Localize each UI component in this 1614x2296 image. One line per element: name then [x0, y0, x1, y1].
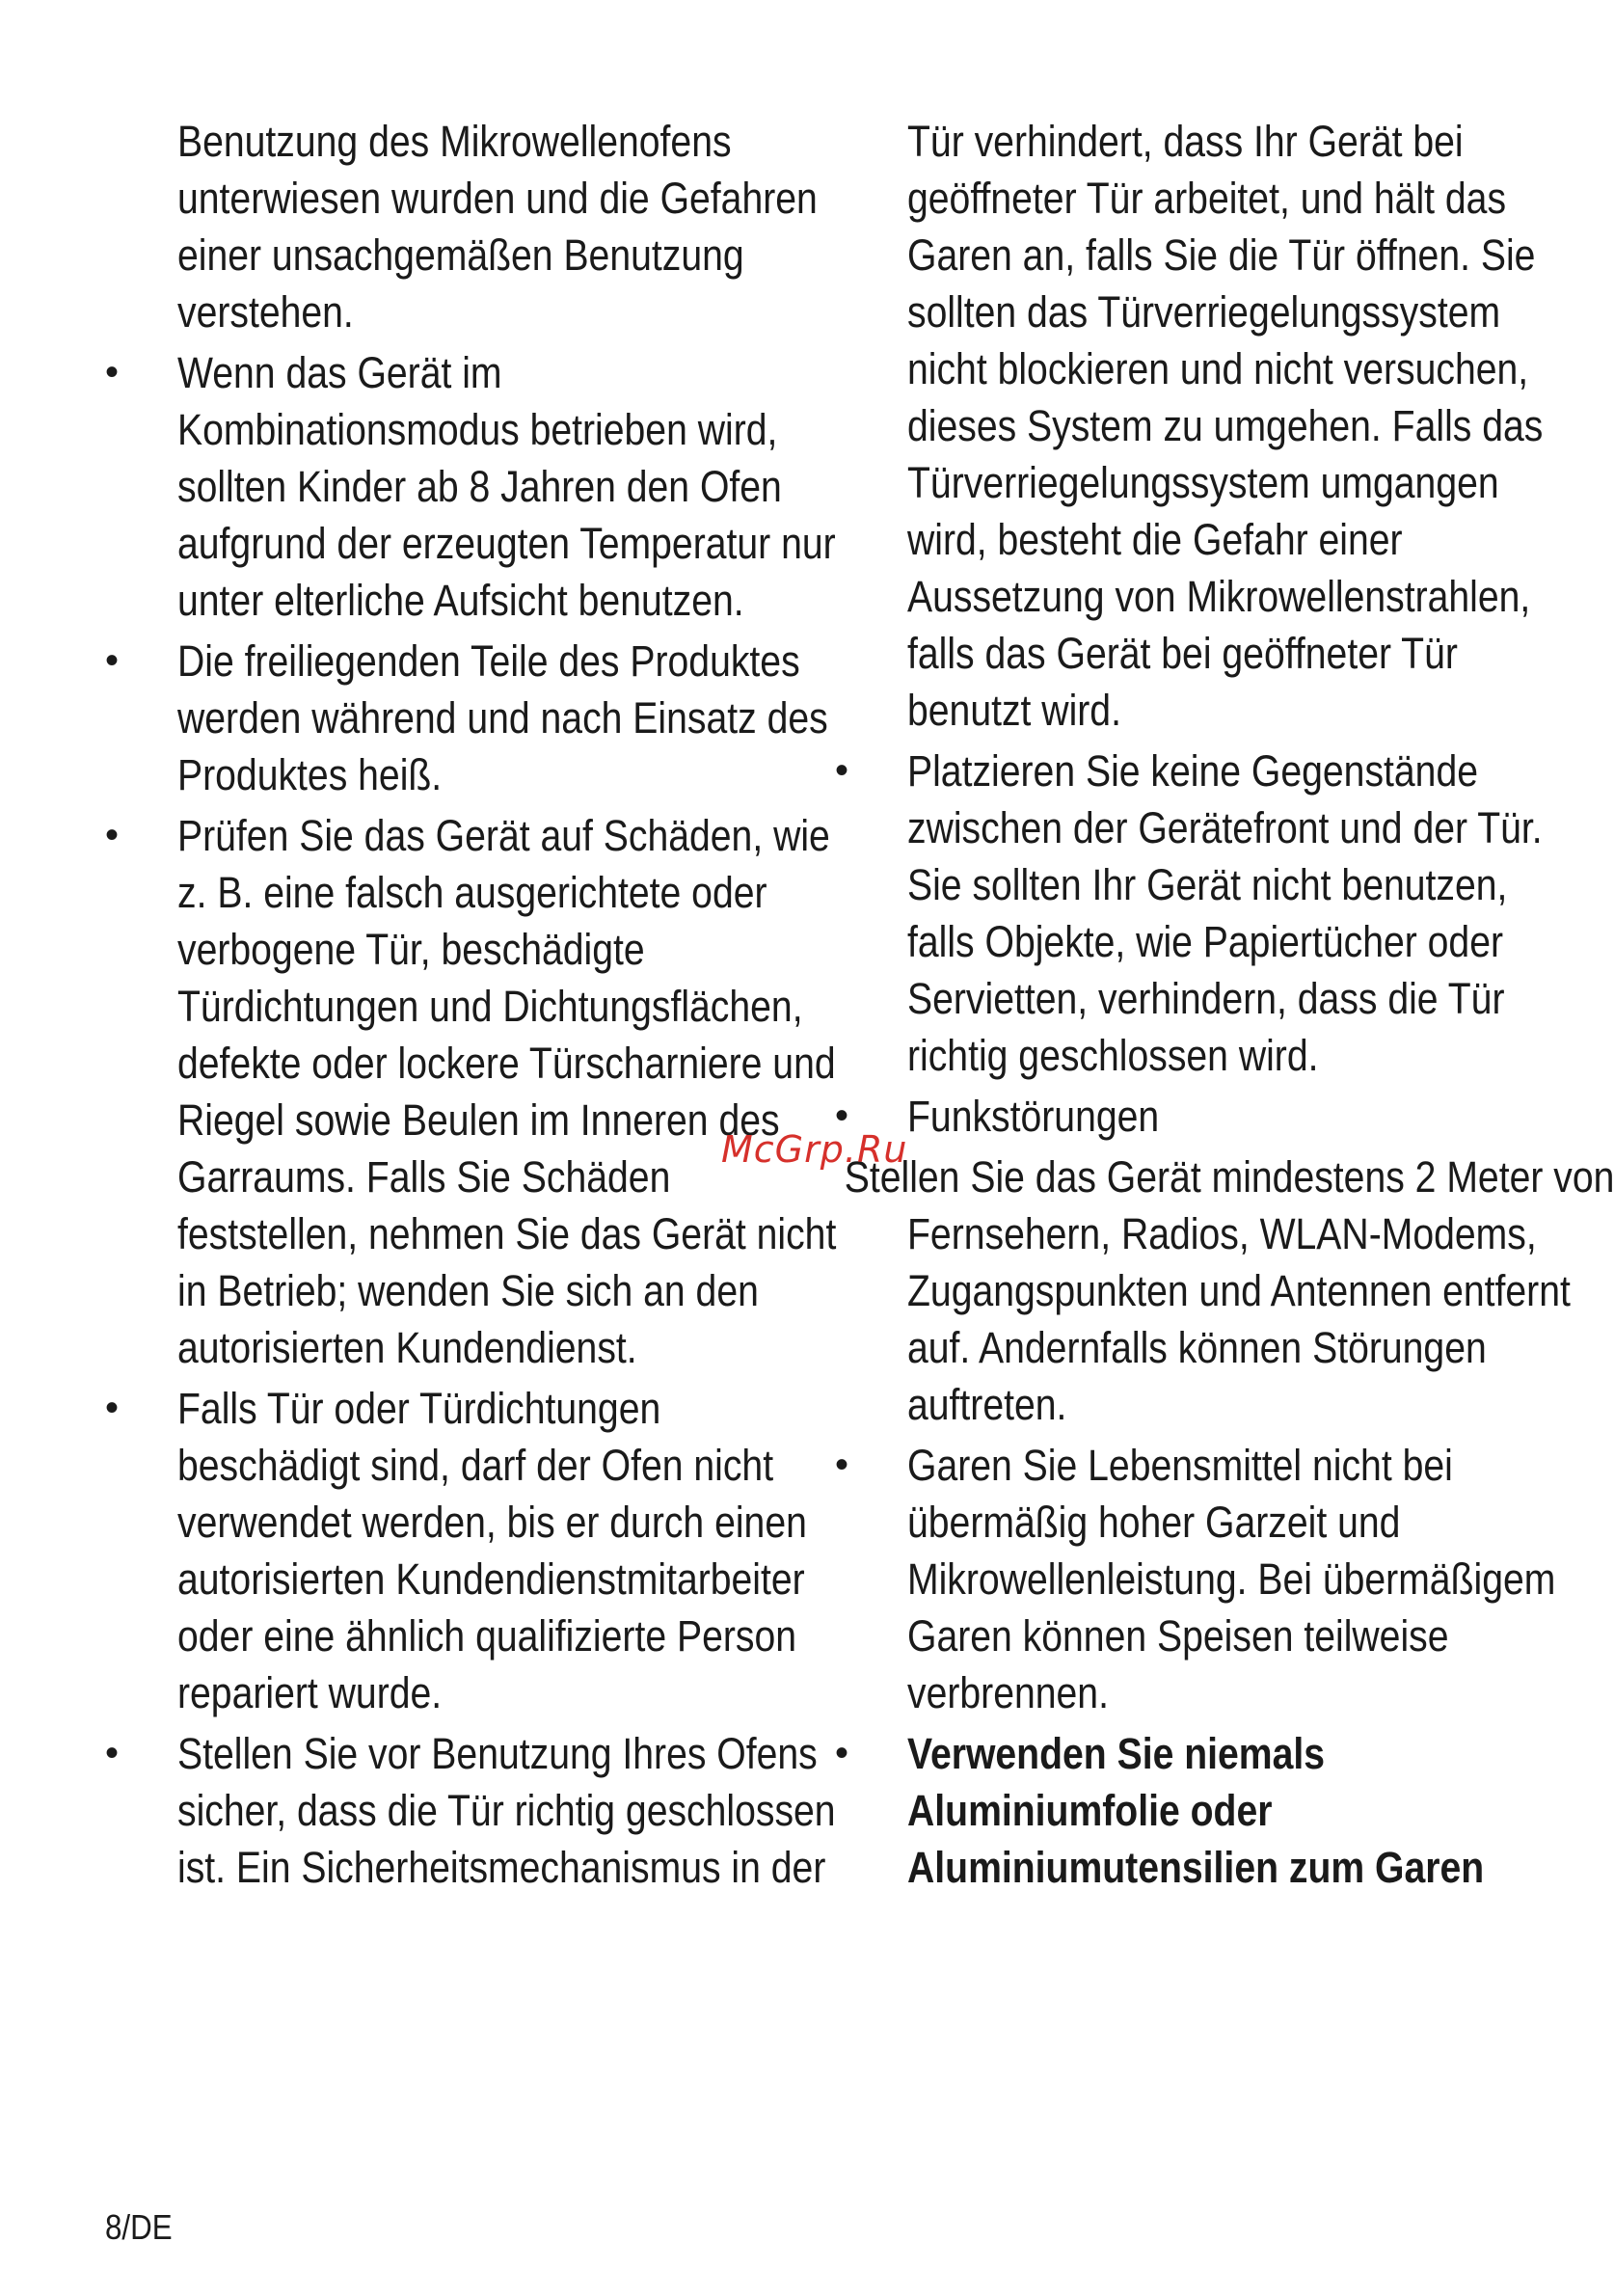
list-item-text: Platzieren Sie keine Gegenstände zwischen der Gerätefront und der Tür. Sie sollten Ihr Gerät nicht benutzen, falls Objekte, wie Papiertücher oder Servietten, verhindern, dass die Tür richtig geschlossen wird.: [907, 746, 1543, 1080]
bullet-icon: •: [105, 639, 120, 682]
list-item: [835, 1088, 1568, 1145]
list-item-text: Die freiliegenden Teile des Produktes werden während und nach Einsatz des Produktes heiß.: [177, 636, 828, 799]
list-item: [105, 1725, 838, 1896]
right-column: [835, 113, 1614, 1900]
list-item: [105, 633, 838, 803]
continued-paragraph: [835, 113, 1568, 739]
bullet-icon: •: [835, 749, 849, 792]
bullet-icon: •: [105, 1387, 120, 1429]
list-item-text: Stellen Sie vor Benutzung Ihres Ofens sicher, dass die Tür richtig geschlossen ist. Ein Sicherheitsmechanismus in der: [177, 1729, 836, 1892]
list-item: [105, 807, 838, 1376]
watermark: McGrp.Ru: [721, 1128, 908, 1171]
list-item: [105, 344, 838, 629]
page-number: 8/DE: [105, 2207, 173, 2247]
continued-paragraph: [105, 113, 838, 340]
bullet-icon: •: [835, 1094, 849, 1137]
continued-text: Benutzung des Mikrowellenofens unterwiesen wurden und die Gefahren einer unsachgemäßen Benutzung verstehen.: [177, 117, 818, 337]
bullet-icon: •: [835, 1732, 849, 1774]
list-item-text: Falls Tür oder Türdichtungen beschädigt sind, darf der Ofen nicht verwendet werden, bis er durch einen autorisierten Kundendienstmitarbeiter oder eine ähnlich qualifizierte Person repariert wurde.: [177, 1384, 807, 1717]
radio-interference-paragraph: [835, 1148, 1614, 1433]
bullet-icon: •: [105, 814, 120, 856]
list-item-text: Prüfen Sie das Gerät auf Schäden, wie z. B. eine falsch ausgerichtete oder verbogene Tür, beschädigte Türdichtungen und Dichtungsflächen, defekte oder lockere Türscharniere und Riegel sowie Beulen im Inneren des Garraums. Falls Sie Schäden feststellen, nehmen Sie das Gerät nicht in Betrieb; wenden Sie sich an den autorisierten Kundendienst.: [177, 811, 837, 1372]
continued-text: Tür verhindert, dass Ihr Gerät bei geöffneter Tür arbeitet, und hält das Garen an, falls Sie die Tür öffnen. Sie sollten das Türverriegelungssystem nicht blockieren und nicht versuchen, dieses System zu umgehen. Falls das Türverriegelungssystem umgangen wird, besteht die Gefahr einer Aussetzung von Mikrowellenstrahlen, falls das Gerät bei geöffneter Tür benutzt wird.: [907, 117, 1544, 735]
list-item: [835, 1437, 1568, 1721]
list-item: [835, 743, 1568, 1084]
list-item: [105, 1380, 838, 1721]
warning-text: Verwenden Sie niemals Aluminiumfolie oder Aluminiumutensilien zum Garen: [907, 1729, 1485, 1892]
bullet-icon: •: [835, 1444, 849, 1486]
bullet-icon: •: [105, 351, 120, 393]
list-item-text: Garen Sie Lebensmittel nicht bei übermäßig hoher Garzeit und Mikrowellenleistung. Bei übermäßigem Garen können Speisen teilweise verbrennen.: [907, 1441, 1556, 1717]
list-item-text: Wenn das Gerät im Kombinationsmodus betrieben wird, sollten Kinder ab 8 Jahren den Ofen aufgrund der erzeugten Temperatur nur unter elterliche Aufsicht benutzen.: [177, 348, 836, 625]
paragraph-text: Stellen Sie das Gerät mindestens 2 Meter von Fernsehern, Radios, WLAN-Modems, Zugangspunkten und Antennen entfernt auf. Andernfalls können Störungen auftreten.: [844, 1152, 1614, 1429]
warning-list-item: [835, 1725, 1568, 1896]
bullet-icon: •: [105, 1732, 120, 1774]
left-column: [105, 113, 838, 1900]
list-item-text: Funkstörungen: [907, 1092, 1160, 1141]
